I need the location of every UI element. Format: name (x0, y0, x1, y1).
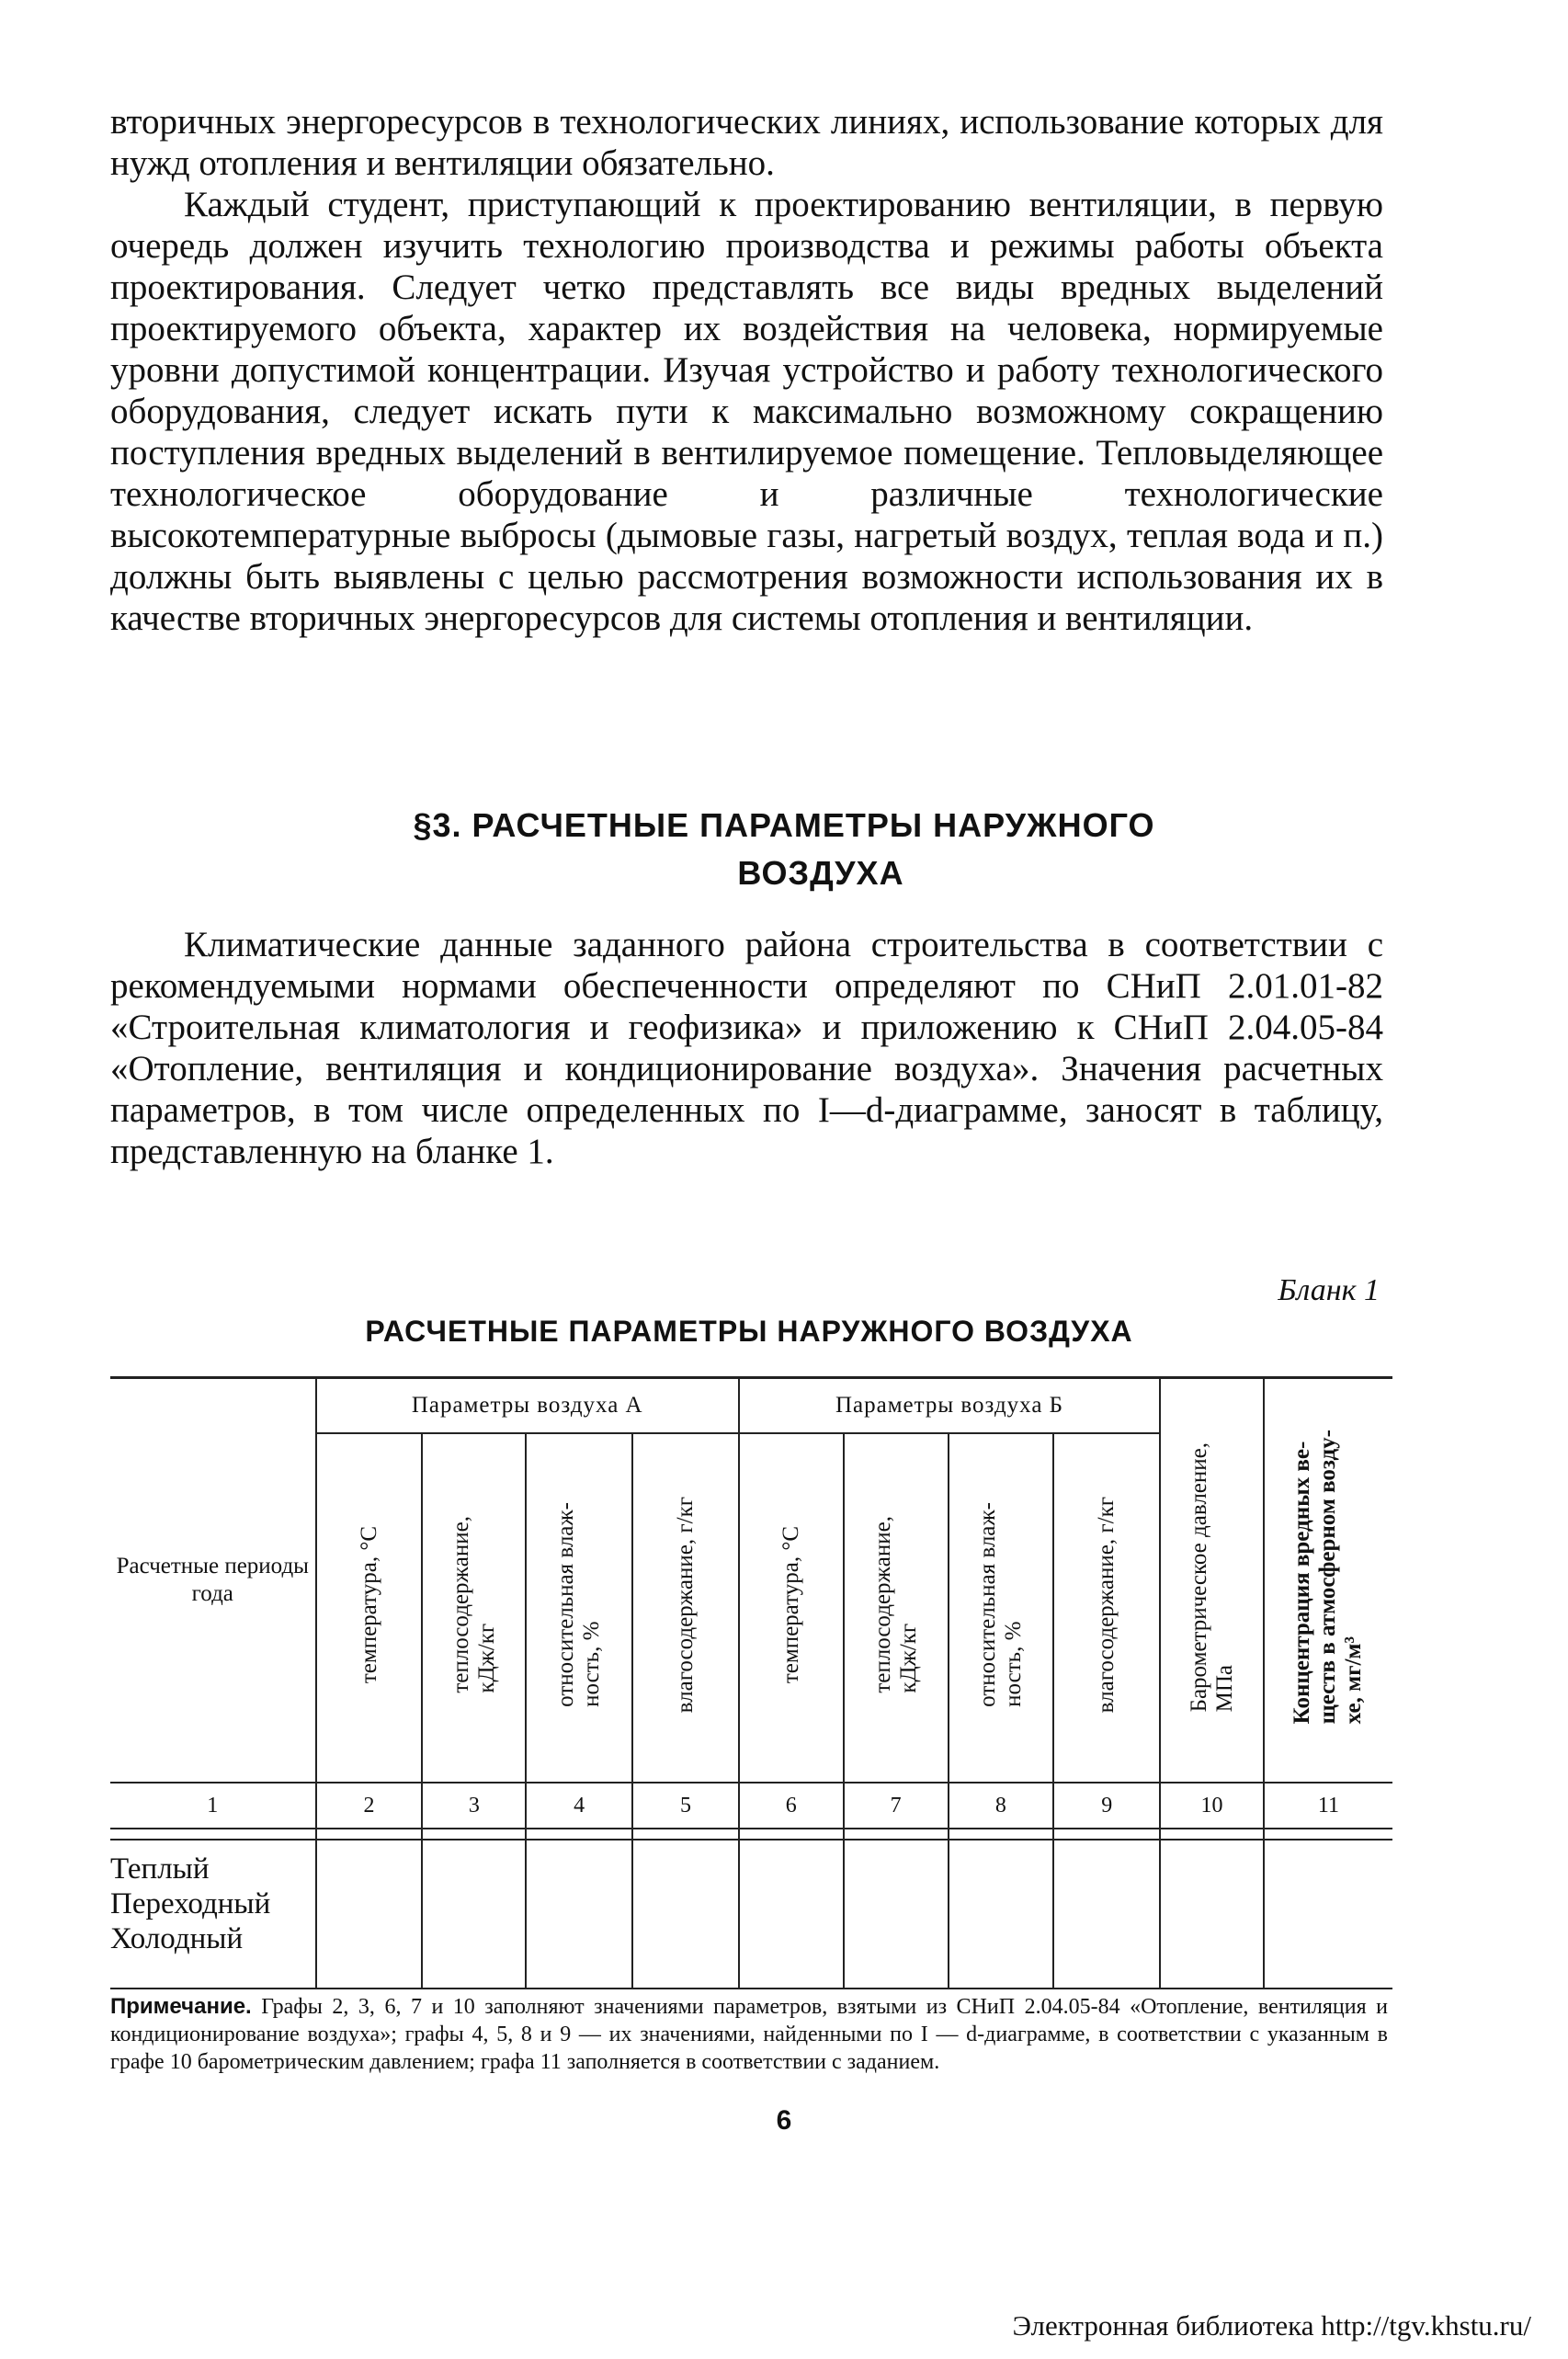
table-title: РАСЧЕТНЫЕ ПАРАМЕТРЫ НАРУЖНОГО ВОЗДУХА (365, 1315, 1133, 1348)
a-moisture-header (632, 1433, 739, 1783)
column-number: 6 (739, 1783, 844, 1829)
concentration-header (1264, 1378, 1392, 1783)
page-number: 6 (776, 2105, 792, 2136)
b-humidity-header (949, 1433, 1054, 1783)
column-number: 4 (526, 1783, 632, 1829)
empty-cell[interactable] (844, 1840, 949, 1989)
column-number: 1 (110, 1783, 316, 1829)
b-temp-label: температура, °С (778, 1525, 803, 1684)
section-heading-line-2: ВОЗДУХА (737, 854, 904, 892)
period-cold: Холодный (110, 1922, 244, 1955)
b-enthalpy-label: теплосодержание, кДж/кг (869, 1516, 921, 1693)
b-humidity-label: относительная влаж- ность, % (974, 1502, 1026, 1707)
column-number: 5 (632, 1783, 739, 1829)
empty-cell[interactable] (739, 1840, 844, 1989)
period-warm: Теплый (110, 1852, 210, 1886)
empty-cell[interactable] (1053, 1840, 1160, 1989)
section-heading-line-1: §3. РАСЧЕТНЫЕ ПАРАМЕТРЫ НАРУЖНОГО (413, 806, 1155, 844)
form-label: Бланк 1 (1278, 1273, 1380, 1307)
b-enthalpy-header (844, 1433, 949, 1783)
library-footer: Электронная библиотека http://tgv.khstu.ru/ (1012, 2309, 1531, 2342)
a-temp-header (316, 1433, 423, 1783)
empty-cell[interactable] (1264, 1840, 1392, 1989)
column-number: 7 (844, 1783, 949, 1829)
table-note (110, 1993, 1388, 2076)
a-enthalpy-label: теплосодержание, кДж/кг (448, 1516, 499, 1693)
climate-text (110, 924, 1383, 1172)
empty-cell[interactable] (1160, 1840, 1264, 1989)
a-humidity-header (526, 1433, 632, 1783)
paragraph-3: Климатические данные заданного района строительства в соответствии с рекомендуемыми нормами обеспеченности определяют по СНиП 2.01.01-82 «Строительная климатология и геофизика» и приложению к СНиП 2.04.05-84 «Отопление, вентиляция и кондиционирование воздуха». Значения расчетных параметров, в том числе определенных по I—d-диаграмме, заносят в таблицу, представленную на бланке 1. (110, 925, 1383, 1171)
section-heading (0, 802, 1568, 897)
b-moisture-header (1053, 1433, 1160, 1783)
period-header: Расчетные периоды года (110, 1378, 316, 1783)
empty-cell[interactable] (632, 1840, 739, 1989)
pressure-header (1160, 1378, 1264, 1783)
a-humidity-label: относительная влаж- ность, % (553, 1502, 605, 1707)
group-a-header: Параметры воздуха А (316, 1378, 739, 1434)
period-transitional: Переходный (110, 1887, 271, 1920)
column-number: 3 (422, 1783, 526, 1829)
paragraph-2: Каждый студент, приступающий к проектированию вентиляции, в первую очередь должен изучить технологию производства и режимы работы объекта проектирования. Следует четко представлять все виды вредных выделений проектируемого объекта, характер их воздействия на человека, нормируемые уровни допустимой концентрации. Изучая устройство и работу технологического оборудования, следует искать пути к максимально возможному сокращению поступления вредных выделений в вентилируемое помещение. Тепловыделяющее технологическое оборудование и различные технологические высокотемпературные выбросы (дымовые газы, нагретый воздух, теплая вода и п.) должны быть выявлены с целью рассмотрения возможности использования их в качестве вторичных энергоресурсов для системы отопления и вентиляции. (110, 185, 1383, 638)
empty-cell[interactable] (526, 1840, 632, 1989)
column-number: 10 (1160, 1783, 1264, 1829)
column-number: 8 (949, 1783, 1054, 1829)
concentration-label: Концентрация вредных ве- ществ в атмосферном возду- хе, мг/м³ (1290, 1430, 1367, 1725)
column-number: 2 (316, 1783, 423, 1829)
a-temp-label: температура, °С (356, 1525, 381, 1684)
empty-cell[interactable] (316, 1840, 423, 1989)
note-text: Графы 2, 3, 6, 7 и 10 заполняют значениями параметров, взятыми из СНиП 2.04.05-84 «Отопление, вентиляция и кондиционирование воздуха»; графы 4, 5, 8 и 9 — их значениями, найденными по I — d-диаграмме, в соответствии с указанным в графе 10 барометрическим давлением; графа 11 заполняется в соответствии с заданием. (110, 1995, 1389, 2074)
empty-cell[interactable] (422, 1840, 526, 1989)
b-temp-header (739, 1433, 844, 1783)
a-moisture-label: влагосодержание, г/кг (672, 1496, 698, 1714)
pressure-label: Барометрическое давление, МПа (1186, 1442, 1237, 1713)
b-moisture-label: влагосодержание, г/кг (1094, 1496, 1119, 1714)
column-number: 9 (1053, 1783, 1160, 1829)
a-enthalpy-header (422, 1433, 526, 1783)
design-parameters-table (110, 1376, 1392, 1989)
empty-cell[interactable] (949, 1840, 1054, 1989)
intro-text (110, 101, 1383, 639)
note-label: Примечание. (110, 1994, 252, 2019)
paragraph-1: вторичных энергоресурсов в технологических линиях, использование которых для нужд отопления и вентиляции обязательно. (110, 102, 1383, 183)
column-number: 11 (1264, 1783, 1392, 1829)
periods-cell (110, 1840, 316, 1989)
group-b-header: Параметры воздуха Б (739, 1378, 1160, 1434)
